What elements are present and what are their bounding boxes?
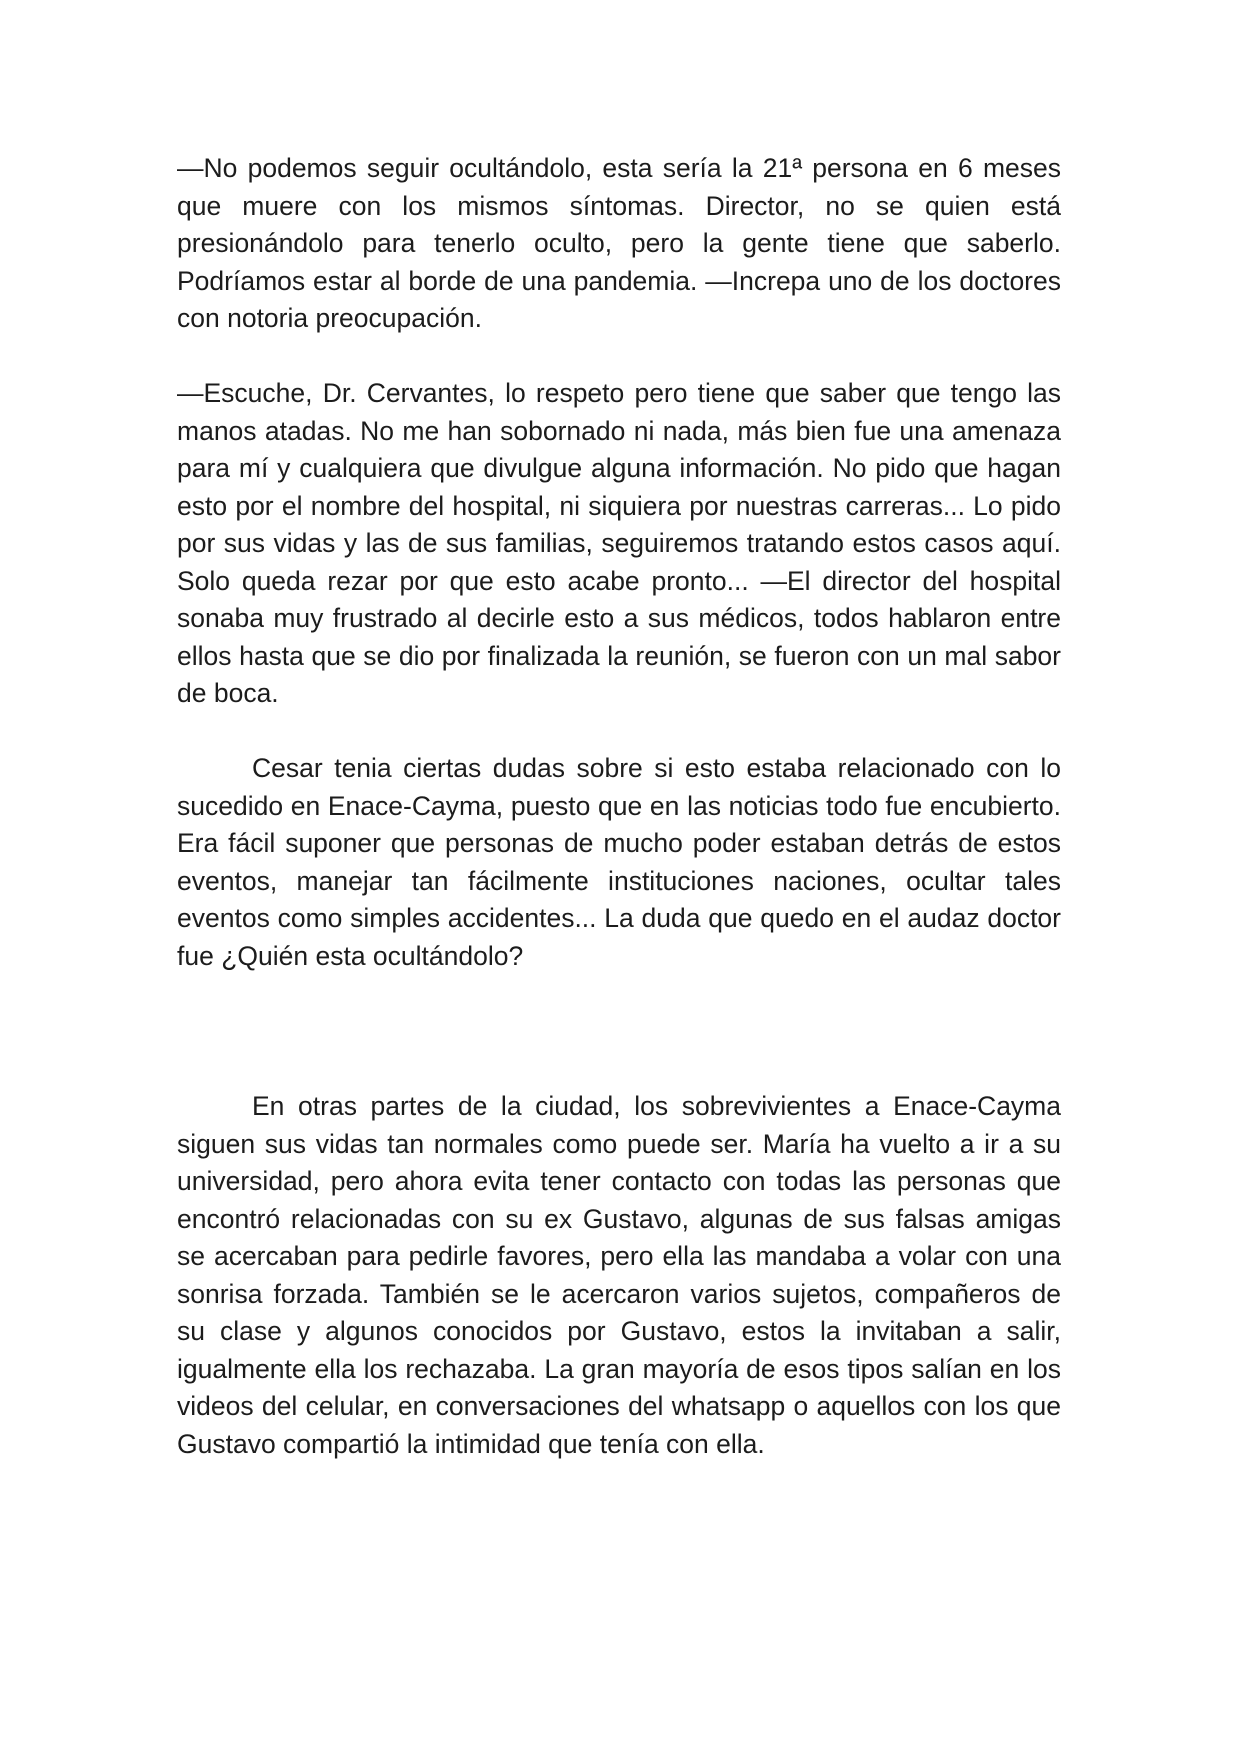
paragraph-dialogue-director: —Escuche, Dr. Cervantes, lo respeto pero tiene que saber que tengo las manos atadas. No me han sobornado ni nada, más bien fue una amenaza para mí y cualquiera que divulgue alguna información. No pido que hagan esto por el nombre del hospital, ni siquiera por nuestras carreras... Lo pido por sus vidas y las de sus familias, seguiremos tratando estos casos aquí. Solo queda rezar por que esto acabe pronto... —El director del hospital sonaba muy frustrado al decirle esto a sus médicos, todos hablaron entre ellos hasta que se dio por finalizada la reunión, se fueron con un mal sabor de boca.	[177, 378, 1061, 708]
paragraph-cesar-doubts: Cesar tenia ciertas dudas sobre si esto estaba relacionado con lo sucedido en Enace-Cayma, puesto que en las noticias todo fue encubierto. Era fácil suponer que personas de mucho poder estaban detrás de estos eventos, manejar tan fácilmente instituciones naciones, ocultar tales eventos como simples accidentes... La duda que quedo en el audaz doctor fue ¿Quién esta ocultándolo?	[177, 753, 1061, 971]
paragraph-dialogue-doctor: —No podemos seguir ocultándolo, esta sería la 21ª persona en 6 meses que muere con los mismos síntomas. Director, no se quien está presionándolo para tenerlo oculto, pero la gente tiene que saberlo. Podríamos estar al borde de una pandemia. —Increpa uno de los doctores con notoria preocupación.	[177, 153, 1061, 333]
paragraph-maria-university: En otras partes de la ciudad, los sobrevivientes a Enace-Cayma siguen sus vidas tan normales como puede ser. María ha vuelto a ir a su universidad, pero ahora evita tener contacto con todas las personas que encontró relacionadas con su ex Gustavo, algunas de sus falsas amigas se acercaban para pedirle favores, pero ella las mandaba a volar con una sonrisa forzada. También se le acercaron varios sujetos, compañeros de su clase y algunos conocidos por Gustavo, estos la invitaban a salir, igualmente ella los rechazaba. La gran mayoría de esos tipos salían en los videos del celular, en conversaciones del whatsapp o aquellos con los que Gustavo compartió la intimidad que tenía con ella.	[177, 1091, 1061, 1459]
